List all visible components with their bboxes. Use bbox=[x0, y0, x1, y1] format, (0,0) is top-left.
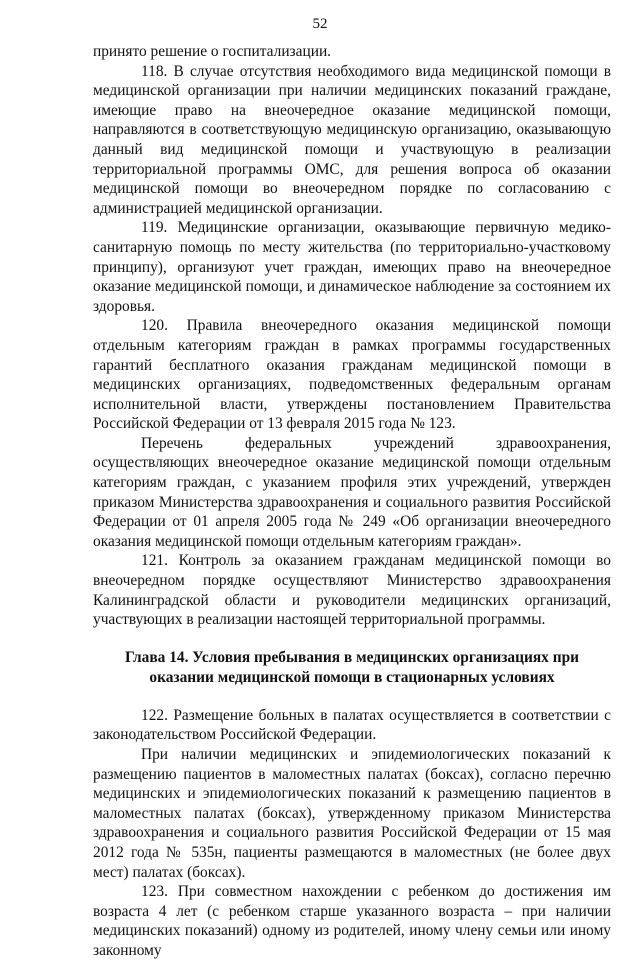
paragraph-121: 121. Контроль за оказанием гражданам медицинской помощи во внеочередном порядке осуществляют Министерство здравоохранения Калининградской области и руководители медицинских организаций, участвующих в реализации настоящей территориальной программы. bbox=[93, 552, 611, 629]
document-body bbox=[93, 42, 611, 961]
chapter-heading-line-1: Глава 14. Условия пребывания в медицинских организациях при bbox=[124, 648, 580, 666]
chapter-heading-line-2: оказании медицинской помощи в стационарных условиях bbox=[149, 668, 555, 686]
paragraph-120-list: Перечень федеральных учреждений здравоохранения, осуществляющих внеочередное оказание медицинской помощи отдельным категориям граждан, с указанием профиля этих учреждений, утвержден приказом Министерства здравоохранения и социального развития Российской Федерации от 01 апреля 2005 года № 249 «Об организации внеочередного оказания медицинской помощи отдельным категориям граждан». bbox=[93, 434, 611, 550]
page-number: 52 bbox=[312, 16, 328, 32]
paragraph-119: 119. Медицинские организации, оказывающие первичную медико-санитарную помощь по месту жительства (по территориально-участковому принципу), организуют учет граждан, имеющих право на внеочередное оказание медицинской помощи, и динамическое наблюдение за состоянием их здоровья. bbox=[93, 219, 611, 315]
paragraph-continuation: принято решение о госпитализации. bbox=[93, 43, 332, 60]
paragraph-118: 118. В случае отсутствия необходимого вида медицинской помощи в медицинской организации при наличии медицинских показаний граждане, имеющие право на внеочередное оказание медицинской помощи, направляются в соответствующую медицинскую организацию, оказывающую данный вид медицинской помощи и участвующую в реализации территориальной программы ОМС, для решения вопроса об оказании медицинской помощи во внеочередном порядке по согласованию с администрацией медицинской организации. bbox=[93, 62, 611, 217]
paragraph-123: 123. При совместном нахождении с ребенком до достижения им возраста 4 лет (с ребенком старше указанного возраста – при наличии медицинских показаний) одному из родителей, иному члену семьи или иному законному bbox=[93, 883, 611, 959]
paragraph-122-boxes: При наличии медицинских и эпидемиологических показаний к размещению пациентов в маломестных палатах (боксах), согласно перечню медицинских и эпидемиологических показаний к размещению пациентов в маломестных палатах (боксах), утвержденному приказом Министерства здравоохранения и социального развития Российской Федерации от 15 мая 2012 года № 535н, пациенты размещаются в маломестных (не более двух мест) палатах (боксах). bbox=[93, 746, 611, 881]
paragraph-120: 120. Правила внеочередного оказания медицинской помощи отдельным категориям граждан в рамках программы государственных гарантий бесплатного оказания гражданам медицинской помощи в медицинских организациях, подведомственных федеральным органам исполнительной власти, утверждены постановлением Правительства Российской Федерации от 13 февраля 2015 года № 123. bbox=[93, 317, 611, 433]
chapter-heading bbox=[93, 648, 611, 688]
paragraph-122: 122. Размещение больных в палатах осуществляется в соответствии с законодательством Российской Федерации. bbox=[93, 706, 611, 744]
